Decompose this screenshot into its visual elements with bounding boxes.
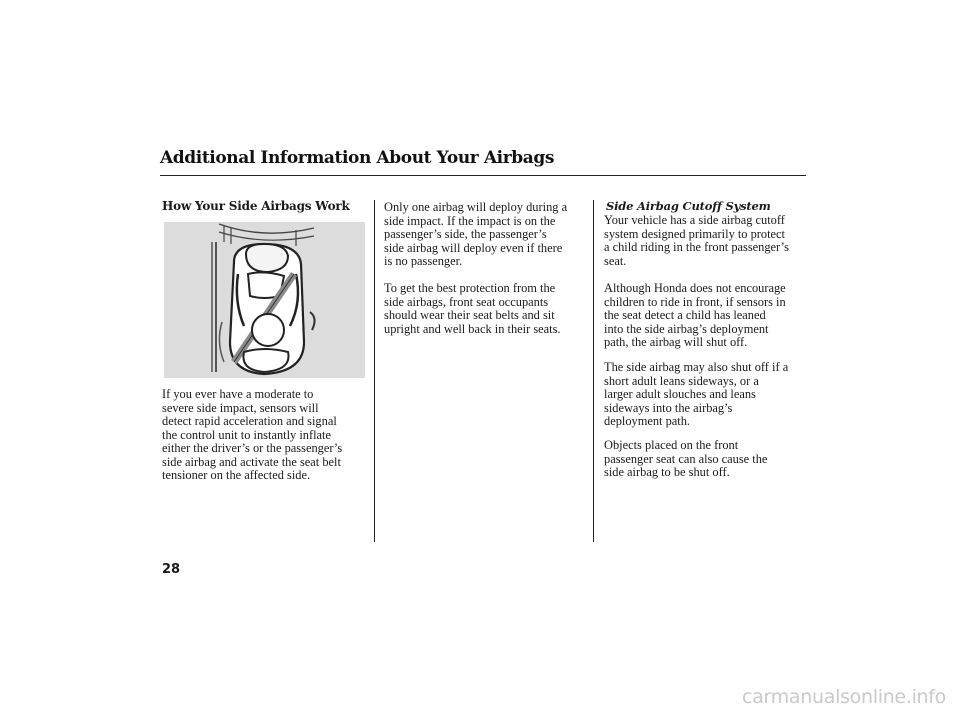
text-line: the seat detect a child has leaned	[604, 308, 766, 322]
text-line: larger adult slouches and leans	[604, 387, 756, 401]
text-line: should wear their seat belts and sit	[384, 308, 555, 322]
text-line: side airbags, front seat occupants	[384, 294, 549, 309]
section-heading-cutoff-system: Side Airbag Cutoff System	[606, 199, 771, 213]
text-line: either the driver’s or the passenger’s	[162, 441, 343, 455]
text-line: side airbag to be shut off.	[604, 465, 730, 479]
text-line: Only one airbag will deploy during a	[384, 200, 568, 214]
text-line: Your vehicle has a side airbag cutoff	[604, 213, 785, 227]
column-divider-right	[593, 200, 594, 542]
text-line: The side airbag may also shut off if a	[604, 360, 789, 374]
text-line: side airbag and activate the seat belt	[162, 454, 341, 469]
text-line: path, the airbag will shut off.	[604, 335, 748, 349]
text-line: seat.	[604, 253, 627, 268]
text-line: system designed primarily to protect	[604, 226, 786, 241]
title-rule	[160, 175, 806, 176]
occupant-seat-illustration	[164, 222, 365, 378]
text-line: sideways into the airbag’s	[604, 400, 733, 415]
text-line: detect rapid acceleration and signal	[162, 414, 337, 428]
text-line: tensioner on the affected side.	[162, 468, 311, 482]
right-paragraph-2	[604, 282, 809, 350]
right-paragraph-3	[604, 361, 809, 429]
text-line: passenger’s side, the passenger’s	[384, 227, 547, 241]
text-line: into the side airbag’s deployment	[604, 321, 769, 336]
column-divider-left	[374, 200, 375, 542]
text-line: upright and well back in their seats.	[384, 321, 561, 336]
text-line: deployment path.	[604, 414, 691, 428]
text-line: is no passenger.	[384, 254, 463, 268]
text-line: side airbag will deploy even if there	[384, 240, 563, 255]
right-paragraph-4	[604, 439, 809, 480]
middle-paragraph-2	[384, 282, 589, 336]
left-paragraph	[162, 388, 367, 483]
page-title: Additional Information About Your Airbags	[160, 148, 555, 168]
text-line: Objects placed on the front	[604, 438, 739, 452]
middle-paragraph-1	[384, 201, 589, 269]
text-line: severe side impact, sensors will	[162, 400, 319, 415]
right-paragraph-1	[604, 214, 809, 268]
page-number: 28	[162, 562, 181, 577]
text-line: side impact. If the impact is on the	[384, 213, 556, 228]
watermark: carmanualsonline.info	[742, 686, 946, 708]
text-line: short adult leans sideways, or a	[604, 373, 759, 388]
text-line: To get the best protection from the	[384, 281, 556, 295]
text-line: passenger seat can also cause the	[604, 451, 768, 466]
text-line: children to ride in front, if sensors in	[604, 294, 786, 309]
text-line: the control unit to instantly inflate	[162, 427, 331, 442]
text-line: If you ever have a moderate to	[162, 387, 314, 401]
text-line: a child riding in the front passenger’s	[604, 240, 789, 254]
text-line: Although Honda does not encourage	[604, 281, 786, 295]
section-heading-side-airbags: How Your Side Airbags Work	[162, 199, 350, 213]
seat-diagram-icon	[164, 222, 365, 378]
